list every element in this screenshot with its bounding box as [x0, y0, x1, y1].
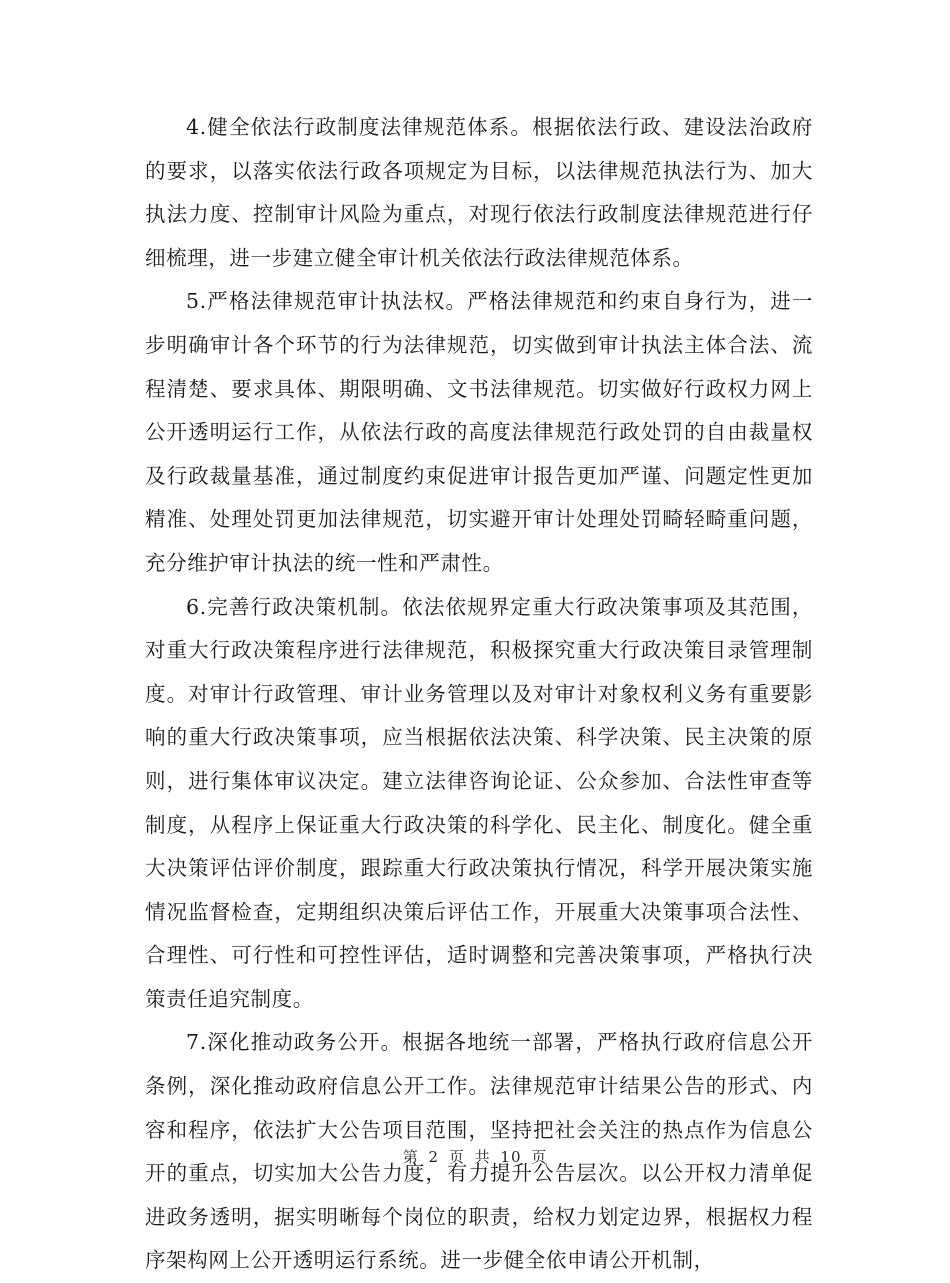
- footer-current-page: 2: [428, 1148, 440, 1166]
- footer-suffix: 页: [531, 1148, 548, 1166]
- paragraph-6: 6.完善行政决策机制。依法依规界定重大行政决策事项及其范围，对重大行政决策程序进行法律规范，积极探究重大行政决策目录管理制度。对审计行政管理、审计业务管理以及对审计对象权利义务有重要影响的重大行政决策事项，应当根据依法决策、科学决策、民主决策的原则，进行集体审议决定。建立法律咨询论证、公众参加、合法性审查等制度，从程序上保证重大行政决策的科学化、民主化、制度化。健全重大决策评估评价制度，跟踪重大行政决策执行情况，科学开展决策实施情况监督检查，定期组织决策后评估工作，开展重大决策事项合法性、合理性、可行性和可控性评估，适时调整和完善决策事项，严格执行决策责任追究制度。: [145, 594, 813, 1011]
- footer-total-pages: 10: [500, 1148, 522, 1166]
- paragraph-7: 7.深化推动政务公开。根据各地统一部署，严格执行政府信息公开条例，深化推动政府信息公开工作。法律规范审计结果公告的形式、内容和程序，依法扩大公告项目范围，坚持把社会关注的热点作为信息公开的重点，切实加大公告力度，有力提升公告层次。以公开权力清单促进政务透明，据实明晰每个岗位的职责，给权力划定边界，根据权力程序架构网上公开透明运行系统。进一步健全依申请公开机制，: [145, 1030, 813, 1273]
- footer-prefix: 第: [402, 1148, 419, 1166]
- page-footer: [0, 1146, 950, 1167]
- paragraph-4: 4.健全依法行政制度法律规范体系。根据依法行政、建设法治政府的要求，以落实依法行政各项规定为目标，以法律规范执法行为、加大执法力度、控制审计风险为重点，对现行依法行政制度法律规范进行仔细梳理，进一步建立健全审计机关依法行政法律规范体系。: [145, 115, 813, 270]
- footer-page-word: 页: [448, 1148, 465, 1166]
- document-body: [145, 106, 813, 1283]
- paragraph-5: 5.严格法律规范审计执法权。严格法律规范和约束自身行为，进一步明确审计各个环节的行为法律规范，切实做到审计执法主体合法、流程清楚、要求具体、期限明确、文书法律规范。切实做好行政权力网上公开透明运行工作，从依法行政的高度法律规范行政处罚的自由裁量权及行政裁量基准，通过制度约束促进审计报告更加严谨、问题定性更加精准、处理处罚更加法律规范，切实避开审计处理处罚畸轻畸重问题，充分维护审计执法的统一性和严肃性。: [145, 289, 813, 575]
- footer-total-word: 共: [474, 1148, 491, 1166]
